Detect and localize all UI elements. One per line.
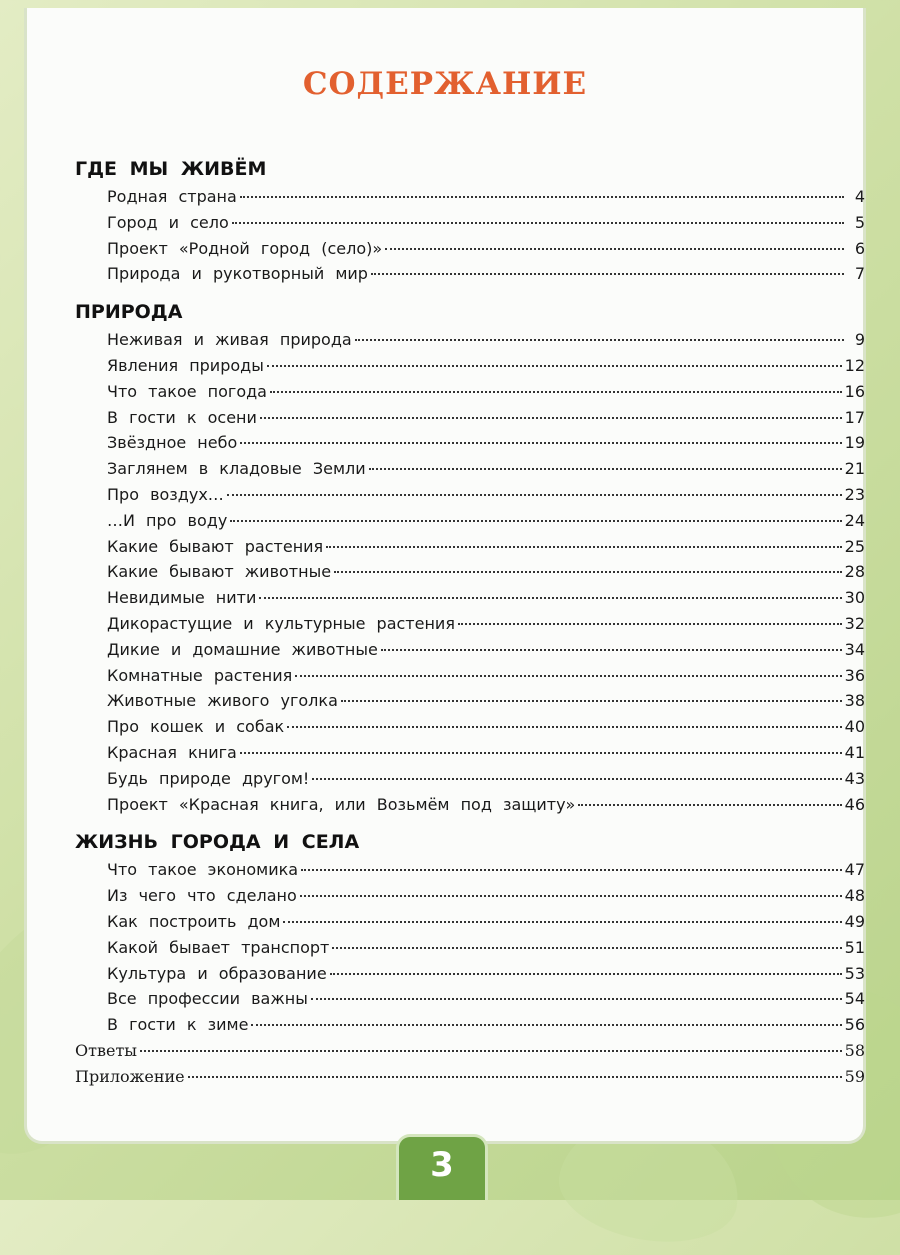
toc-item[interactable] xyxy=(75,430,865,456)
toc-item[interactable] xyxy=(75,559,865,585)
toc-item-title: Про воздух… xyxy=(107,484,224,504)
toc-item-page: 7 xyxy=(854,264,865,284)
toc-item-page: 41 xyxy=(844,742,865,762)
toc-item-title: Невидимые нити xyxy=(107,588,257,608)
toc-item-title: Явления природы xyxy=(107,355,264,375)
dot-leader xyxy=(381,649,842,651)
page-title: СОДЕРЖАНИЕ xyxy=(302,66,588,102)
toc-item-title: Дикие и домашние животные xyxy=(107,639,378,659)
toc-item[interactable] xyxy=(75,405,865,431)
toc-item-title: Все профессии важны xyxy=(107,989,308,1009)
dot-leader xyxy=(283,921,841,923)
toc-item-page: 53 xyxy=(844,963,865,983)
toc-item[interactable] xyxy=(75,184,865,210)
toc-item[interactable] xyxy=(75,792,865,818)
toc-item-page: 28 xyxy=(844,562,865,582)
toc-item-page: 49 xyxy=(844,911,865,931)
toc-item-title: Что такое погода xyxy=(107,381,267,401)
toc-item[interactable] xyxy=(75,714,865,740)
toc-item-page: 21 xyxy=(844,459,865,479)
toc-item[interactable] xyxy=(75,663,865,689)
toc-item-title: Как построить дом xyxy=(107,911,281,931)
toc-item-page: 47 xyxy=(844,860,865,880)
toc-item-page: 12 xyxy=(844,355,865,375)
toc-extra-item[interactable] xyxy=(75,1038,865,1064)
toc-item-page: 36 xyxy=(844,665,865,685)
toc-item-page: 30 xyxy=(844,588,865,608)
toc-item-page: 5 xyxy=(854,212,865,232)
page-number: 3 xyxy=(430,1145,454,1185)
toc-item[interactable] xyxy=(75,1012,865,1038)
toc-item[interactable] xyxy=(75,482,865,508)
toc-item-title: Дикорастущие и культурные растения xyxy=(107,613,455,633)
dot-leader xyxy=(240,196,844,198)
toc-item[interactable] xyxy=(75,688,865,714)
toc-item-page: 19 xyxy=(844,433,865,453)
toc-item-page: 24 xyxy=(844,510,865,530)
toc-item-page: 9 xyxy=(854,330,865,350)
toc-item-title: Проект «Красная книга, или Возьмём под защиту» xyxy=(107,794,576,814)
dot-leader xyxy=(188,1076,842,1078)
dot-leader xyxy=(270,391,842,393)
toc-item-title: Ответы xyxy=(75,1040,138,1060)
toc-item[interactable] xyxy=(75,534,865,560)
dot-leader xyxy=(330,973,842,975)
toc-item-page: 51 xyxy=(844,937,865,957)
toc-item-title: Будь природе другом! xyxy=(107,768,310,788)
toc-item-title: Звёздное небо xyxy=(107,433,238,453)
toc-item-title: В гости к осени xyxy=(107,407,257,427)
toc-extra-item[interactable] xyxy=(75,1064,865,1090)
toc-item[interactable] xyxy=(75,508,865,534)
toc-item-page: 17 xyxy=(844,407,865,427)
dot-leader xyxy=(371,273,844,275)
toc-item[interactable] xyxy=(75,935,865,961)
toc-item-title: …И про воду xyxy=(107,510,228,530)
dot-leader xyxy=(251,1024,841,1026)
toc-item[interactable] xyxy=(75,611,865,637)
toc-item[interactable] xyxy=(75,353,865,379)
page-number-tab xyxy=(396,1134,488,1200)
dot-leader xyxy=(230,520,841,522)
dot-leader xyxy=(326,546,841,548)
dot-leader xyxy=(385,248,844,250)
toc-item[interactable] xyxy=(75,456,865,482)
toc-item-page: 16 xyxy=(844,381,865,401)
toc-item-title: Проект «Родной город (село)» xyxy=(107,238,383,258)
toc-item-title: Комнатные растения xyxy=(107,665,293,685)
toc-item-title: Город и село xyxy=(107,212,229,232)
toc-item[interactable] xyxy=(75,327,865,353)
toc-item-page: 23 xyxy=(844,484,865,504)
toc-item-page: 32 xyxy=(844,613,865,633)
dot-leader xyxy=(578,804,841,806)
dot-leader xyxy=(301,869,842,871)
toc-item-title: Из чего что сделано xyxy=(107,886,297,906)
toc-item[interactable] xyxy=(75,766,865,792)
toc-item-title: Культура и образование xyxy=(107,963,327,983)
toc-item-title: Какой бывает транспорт xyxy=(107,937,330,957)
toc-item-title: Красная книга xyxy=(107,742,237,762)
dot-leader xyxy=(458,623,842,625)
toc-item[interactable] xyxy=(75,961,865,987)
toc-item-page: 34 xyxy=(844,639,865,659)
toc-item[interactable] xyxy=(75,857,865,883)
toc-section-heading: ПРИРОДА xyxy=(75,301,183,324)
toc-section-heading: ЖИЗНЬ ГОРОДА И СЕЛА xyxy=(75,831,360,854)
toc-item-page: 25 xyxy=(844,536,865,556)
toc-item[interactable] xyxy=(75,236,865,262)
dot-leader xyxy=(232,222,844,224)
dot-leader xyxy=(311,998,842,1000)
toc-item-title: Про кошек и собак xyxy=(107,717,285,737)
toc-item-title: Что такое экономика xyxy=(107,860,299,880)
toc-item-page: 46 xyxy=(844,794,865,814)
toc-item-page: 43 xyxy=(844,768,865,788)
page-sheet xyxy=(24,8,866,1144)
table-of-contents xyxy=(75,154,865,1090)
dot-leader xyxy=(260,417,842,419)
toc-item-page: 54 xyxy=(844,989,865,1009)
toc-item-title: Животные живого уголка xyxy=(107,691,338,711)
toc-item-page: 48 xyxy=(844,886,865,906)
dot-leader xyxy=(240,442,841,444)
dot-leader xyxy=(140,1050,842,1052)
toc-item-title: Родная страна xyxy=(107,187,237,206)
dot-leader xyxy=(334,571,842,573)
dot-leader xyxy=(240,752,842,754)
toc-item-title: Какие бывают животные xyxy=(107,562,332,582)
toc-item-page: 59 xyxy=(844,1066,865,1086)
toc-section-heading: ГДЕ МЫ ЖИВЁМ xyxy=(75,158,267,180)
toc-item[interactable] xyxy=(75,210,865,236)
toc-item-title: Приложение xyxy=(75,1066,185,1086)
dot-leader xyxy=(300,895,842,897)
toc-item[interactable] xyxy=(75,883,865,909)
dot-leader xyxy=(227,494,842,496)
toc-item[interactable] xyxy=(75,986,865,1012)
dot-leader xyxy=(259,597,841,599)
toc-item-title: Какие бывают растения xyxy=(107,536,324,556)
dot-leader xyxy=(355,339,844,341)
toc-item-page: 58 xyxy=(844,1040,865,1060)
dot-leader xyxy=(341,700,842,702)
toc-item[interactable] xyxy=(75,379,865,405)
toc-item-title: Заглянем в кладовые Земли xyxy=(107,459,366,479)
toc-item-page: 56 xyxy=(844,1015,865,1035)
toc-item-title: Неживая и живая природа xyxy=(107,330,352,350)
toc-item[interactable] xyxy=(75,261,865,287)
toc-item[interactable] xyxy=(75,909,865,935)
dot-leader xyxy=(369,468,842,470)
toc-item[interactable] xyxy=(75,637,865,663)
toc-item-title: Природа и рукотворный мир xyxy=(107,264,368,284)
toc-item-page: 38 xyxy=(844,691,865,711)
toc-item-page: 4 xyxy=(854,187,865,206)
dot-leader xyxy=(295,675,841,677)
toc-item-page: 6 xyxy=(854,238,865,258)
dot-leader xyxy=(312,778,841,780)
dot-leader xyxy=(267,365,842,367)
toc-item-page: 40 xyxy=(844,717,865,737)
toc-item[interactable] xyxy=(75,740,865,766)
dot-leader xyxy=(332,947,841,949)
toc-item-title: В гости к зиме xyxy=(107,1015,249,1035)
toc-item[interactable] xyxy=(75,585,865,611)
dot-leader xyxy=(287,726,841,728)
